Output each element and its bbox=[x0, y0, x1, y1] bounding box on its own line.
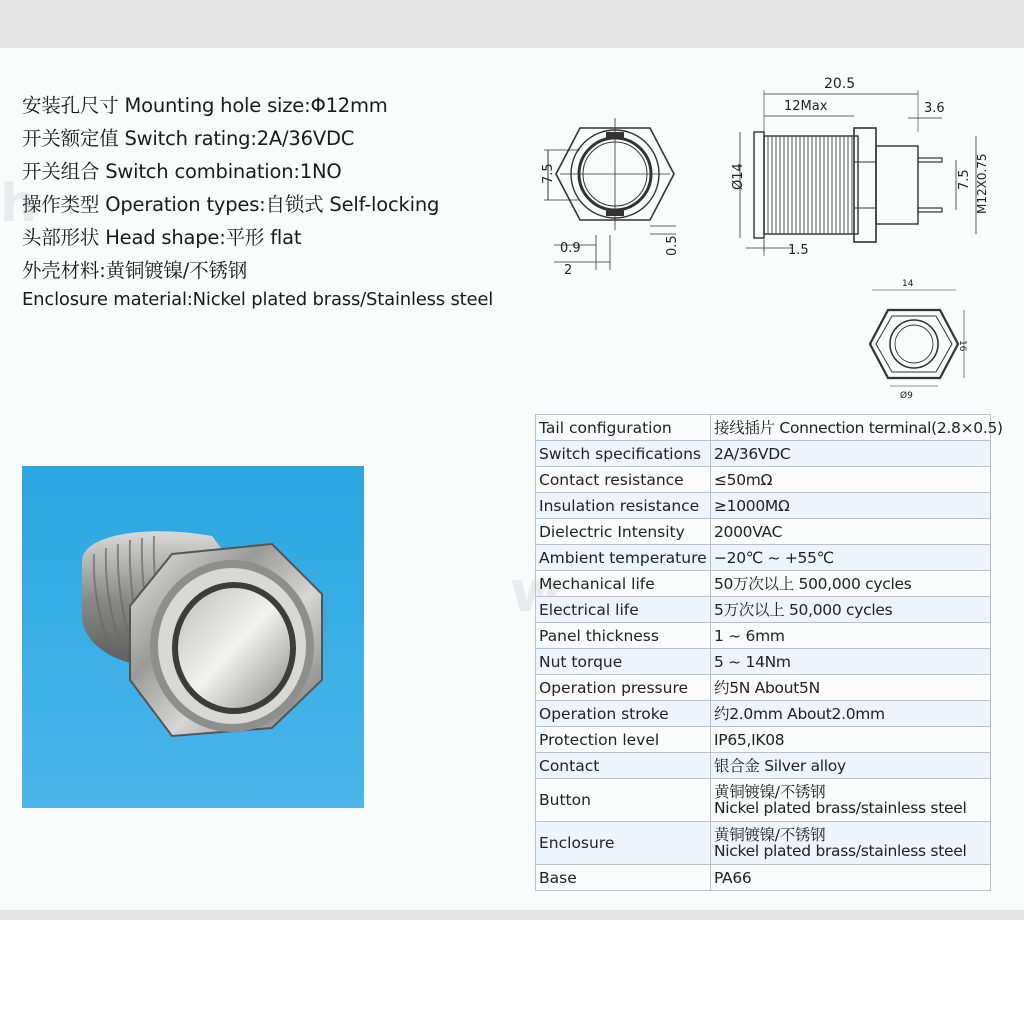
table-row bbox=[536, 753, 991, 779]
front-dim-7-5: 7.5 bbox=[541, 163, 556, 184]
spec-value bbox=[711, 753, 991, 779]
spec-value bbox=[711, 675, 991, 701]
spec-value bbox=[711, 727, 991, 753]
nut-drawing bbox=[858, 274, 978, 404]
spec-value-line: 5 ~ 14Nm bbox=[714, 652, 791, 671]
spec-label: Panel thickness bbox=[536, 623, 711, 649]
table-row bbox=[536, 545, 991, 571]
spec-value-line: ≤50mΩ bbox=[714, 470, 773, 489]
spec-value-line: Nickel plated brass/stainless steel bbox=[714, 799, 967, 817]
spec-value-line: 接线插片 Connection terminal(2.8×0.5) bbox=[714, 418, 1003, 437]
spec-value bbox=[711, 822, 991, 865]
table-row bbox=[536, 623, 991, 649]
front-dim-0-9: 0.9 bbox=[560, 241, 581, 256]
spec-value bbox=[711, 571, 991, 597]
spec-label: Mechanical life bbox=[536, 571, 711, 597]
table-row bbox=[536, 441, 991, 467]
spec-head-shape: 头部形状 Head shape:平形 flat bbox=[22, 226, 302, 249]
spec-switch-rating: 开关额定值 Switch rating:2A/36VDC bbox=[22, 127, 355, 150]
spec-label: Operation stroke bbox=[536, 701, 711, 727]
table-row bbox=[536, 865, 991, 891]
top-gray-band bbox=[0, 0, 1024, 48]
spec-value-line: −20℃ ~ +55℃ bbox=[714, 548, 834, 567]
spec-value-line: PA66 bbox=[714, 868, 752, 887]
spec-switch-combination: 开关组合 Switch combination:1NO bbox=[22, 160, 342, 183]
spec-label: Switch specifications bbox=[536, 441, 711, 467]
spec-enclosure-cn: 外壳材料:黄铜镀镍/不锈钢 bbox=[22, 259, 248, 282]
spec-label: Contact bbox=[536, 753, 711, 779]
spec-label: Tail configuration bbox=[536, 415, 711, 441]
spec-operation-type: 操作类型 Operation types:自锁式 Self-locking bbox=[22, 193, 440, 216]
spec-label: Nut torque bbox=[536, 649, 711, 675]
side-view-drawing bbox=[712, 72, 1012, 272]
spec-label: Insulation resistance bbox=[536, 493, 711, 519]
table-row bbox=[536, 649, 991, 675]
spec-label: Ambient temperature bbox=[536, 545, 711, 571]
nut-dim-phi9: Ø9 bbox=[900, 391, 913, 401]
spec-label: Protection level bbox=[536, 727, 711, 753]
table-row bbox=[536, 571, 991, 597]
spec-label: Enclosure bbox=[536, 822, 711, 865]
nut-dim-16: 16 bbox=[957, 340, 967, 352]
spec-label: Contact resistance bbox=[536, 467, 711, 493]
spec-value-line: Nickel plated brass/stainless steel bbox=[714, 842, 967, 860]
side-dim-m12: M12X0.75 bbox=[975, 153, 989, 214]
spec-value-line: 约5N About5N bbox=[714, 678, 820, 697]
side-dim-20-5: 20.5 bbox=[824, 76, 856, 92]
spec-value-line: 黄铜镀镍/不锈钢 bbox=[714, 826, 826, 844]
spec-value bbox=[711, 779, 991, 822]
spec-value-line: 5万次以上 50,000 cycles bbox=[714, 600, 893, 619]
spec-value bbox=[711, 415, 1003, 441]
spec-table bbox=[535, 414, 1003, 891]
spec-value-line: 50万次以上 500,000 cycles bbox=[714, 574, 912, 593]
table-row bbox=[536, 597, 991, 623]
spec-value-line: 约2.0mm About2.0mm bbox=[714, 704, 885, 723]
spec-value-line: 2A/36VDC bbox=[714, 444, 791, 463]
spec-value bbox=[711, 701, 991, 727]
spec-value bbox=[711, 545, 991, 571]
spec-value bbox=[711, 467, 991, 493]
spec-value bbox=[711, 649, 991, 675]
table-row bbox=[536, 727, 991, 753]
spec-value-line: 银合金 Silver alloy bbox=[714, 756, 846, 775]
spec-value bbox=[711, 441, 991, 467]
table-row bbox=[536, 779, 991, 822]
side-dim-3-6: 3.6 bbox=[924, 101, 945, 116]
spec-value-line: 2000VAC bbox=[714, 522, 783, 541]
spec-label: Button bbox=[536, 779, 711, 822]
spec-value bbox=[711, 519, 991, 545]
spec-value bbox=[711, 623, 991, 649]
spec-label: Dielectric Intensity bbox=[536, 519, 711, 545]
spec-mounting-hole: 安装孔尺寸 Mounting hole size:Φ12mm bbox=[22, 94, 388, 117]
table-row bbox=[536, 701, 991, 727]
front-view-drawing bbox=[540, 110, 720, 290]
spec-value-line: IP65,IK08 bbox=[714, 730, 785, 749]
side-dim-phi14: Ø14 bbox=[731, 163, 746, 190]
spec-value bbox=[711, 597, 991, 623]
spec-value bbox=[711, 493, 991, 519]
spec-value-line: 黄铜镀镍/不锈钢 bbox=[714, 783, 826, 801]
spec-label: Base bbox=[536, 865, 711, 891]
spec-enclosure-en: Enclosure material:Nickel plated brass/Stainless steel bbox=[22, 289, 494, 310]
spec-value-line: ≥1000MΩ bbox=[714, 496, 790, 515]
product-photo bbox=[22, 466, 364, 808]
side-dim-12max: 12Max bbox=[784, 99, 828, 114]
nut-dim-14: 14 bbox=[902, 279, 914, 289]
table-row bbox=[536, 822, 991, 865]
spec-label: Operation pressure bbox=[536, 675, 711, 701]
bottom-gray-band bbox=[0, 910, 1024, 920]
front-dim-0-5: 0.5 bbox=[665, 235, 680, 256]
table-row bbox=[536, 467, 991, 493]
spec-value-line: 1 ~ 6mm bbox=[714, 626, 785, 645]
table-row bbox=[536, 493, 991, 519]
spec-label: Electrical life bbox=[536, 597, 711, 623]
side-dim-7-5: 7.5 bbox=[957, 169, 972, 190]
table-row bbox=[536, 519, 991, 545]
side-dim-1-5: 1.5 bbox=[788, 243, 809, 258]
spec-value bbox=[711, 865, 991, 891]
front-dim-2: 2 bbox=[564, 263, 573, 278]
table-row bbox=[536, 415, 991, 441]
table-row bbox=[536, 675, 991, 701]
